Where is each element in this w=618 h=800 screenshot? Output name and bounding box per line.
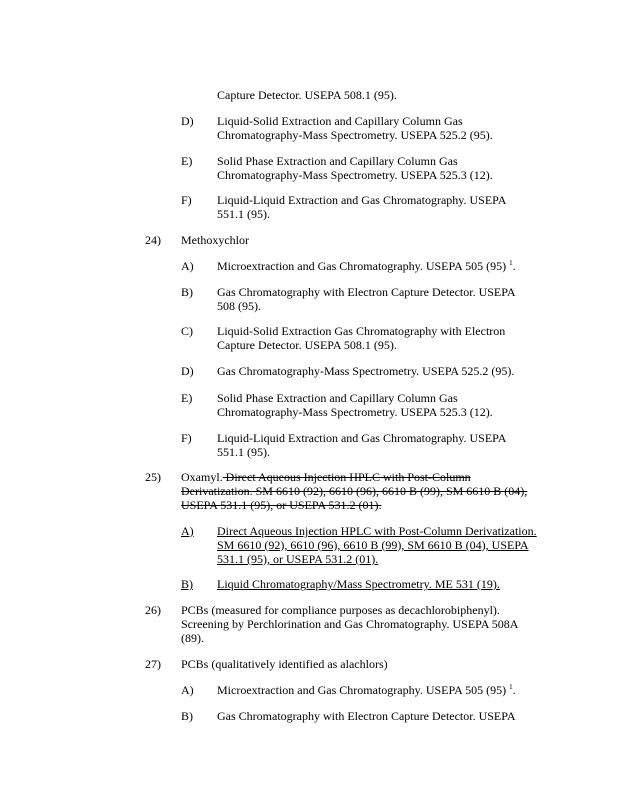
text-line: Chromatography-Mass Spectrometry. USEPA 525.2 (95). (217, 128, 493, 142)
text-line: Solid Phase Extraction and Capillary Column Gas (217, 391, 458, 405)
inserted-text: 531.1 (95), or USEPA 531.2 (01). (217, 552, 379, 566)
text-line: Solid Phase Extraction and Capillary Column Gas (217, 154, 458, 168)
footnote-ref: 1 (509, 259, 513, 267)
text-line: Gas Chromatography with Electron Capture Detector. USEPA (217, 285, 516, 299)
text-line: Chromatography-Mass Spectrometry. USEPA 525.3 (12). (217, 168, 493, 182)
subitem-text (217, 259, 516, 273)
struck-text: Direct Aqueous Injection HPLC with Post-Column (222, 470, 471, 484)
text-line: Liquid-Solid Extraction Gas Chromatography with Electron (217, 324, 506, 338)
item-text (181, 603, 518, 645)
text-line: Liquid-Liquid Extraction and Gas Chromatography. USEPA (217, 431, 507, 445)
text-line: 551.1 (95). (217, 445, 270, 459)
item-number: 26) (145, 603, 161, 617)
struck-text: Derivatization. SM 6610 (92), 6610 (96), 6610 B (99), SM 6610 B (04), (181, 484, 528, 498)
subitem-text (217, 577, 500, 591)
text-line: Capture Detector. USEPA 508.1 (95). (217, 88, 397, 102)
inserted-text: Direct Aqueous Injection HPLC with Post-Column Derivatization. (217, 524, 537, 538)
text-run: Microextraction and Gas Chromatography. USEPA 505 (95) (217, 259, 507, 273)
inserted-text: SM 6610 (92), 6610 (96), 6610 B (99), SM 6610 B (04), USEPA (217, 538, 529, 552)
text-line: Gas Chromatography with Electron Capture Detector. USEPA (217, 709, 516, 723)
subitem-text (217, 114, 493, 142)
subitem-label: B) (181, 577, 193, 591)
item-number: 25) (145, 470, 161, 484)
text-line (181, 470, 527, 484)
text-line: Liquid-Solid Extraction and Capillary Column Gas (217, 114, 463, 128)
text-line: 551.1 (95). (217, 207, 270, 221)
text-run: Microextraction and Gas Chromatography. USEPA 505 (95) (217, 683, 507, 697)
continued-line (217, 88, 397, 102)
subitem-label: C) (181, 324, 193, 338)
item-title: Oxamyl. (181, 470, 223, 484)
text-line: Chromatography-Mass Spectrometry. USEPA 525.3 (12). (217, 405, 493, 419)
subitem-label: A) (181, 259, 194, 273)
text-run: . (512, 259, 516, 273)
text-run: . (512, 683, 516, 697)
text-line: Gas Chromatography-Mass Spectrometry. USEPA 525.2 (95). (217, 364, 515, 378)
text-line: Screening by Perchlorination and Gas Chromatography. USEPA 508A (181, 617, 519, 631)
subitem-text (217, 683, 516, 697)
subitem-label: D) (181, 364, 194, 378)
subitem-text (217, 431, 506, 459)
subitem-text (217, 391, 493, 419)
subitem-text (217, 193, 506, 221)
text-line: 508 (95). (217, 299, 261, 313)
inserted-text: Liquid Chromatography/Mass Spectrometry. ME 531 (19). (217, 577, 500, 591)
subitem-label: E) (181, 154, 193, 168)
subitem-text (217, 154, 493, 182)
text-line: Liquid-Liquid Extraction and Gas Chromatography. USEPA (217, 193, 507, 207)
text-line: (89). (181, 631, 204, 645)
text-line (217, 259, 516, 273)
subitem-label: F) (181, 193, 192, 207)
subitem-label: B) (181, 709, 193, 723)
subitem-label: E) (181, 391, 193, 405)
item-title: Methoxychlor (181, 233, 249, 247)
item-number: 24) (145, 233, 161, 247)
subitem-text (217, 364, 514, 378)
item-number: 27) (145, 657, 161, 671)
text-line (217, 683, 516, 697)
subitem-text (217, 285, 516, 313)
subitem-text (217, 709, 516, 723)
text-line: PCBs (measured for compliance purposes as decachlorobiphenyl). (181, 603, 500, 617)
text-line: Capture Detector. USEPA 508.1 (95). (217, 338, 397, 352)
subitem-label: B) (181, 285, 193, 299)
struck-text: USEPA 531.1 (95), or USEPA 531.2 (01). (181, 498, 382, 512)
subitem-label: A) (181, 683, 194, 697)
footnote-ref: 1 (509, 683, 513, 691)
subitem-label: D) (181, 114, 194, 128)
subitem-text (217, 324, 505, 352)
subitem-text (217, 524, 537, 566)
item-text (181, 470, 527, 512)
item-title: PCBs (qualitatively identified as alachlors) (181, 657, 388, 671)
subitem-label: A) (181, 524, 194, 538)
subitem-label: F) (181, 431, 192, 445)
